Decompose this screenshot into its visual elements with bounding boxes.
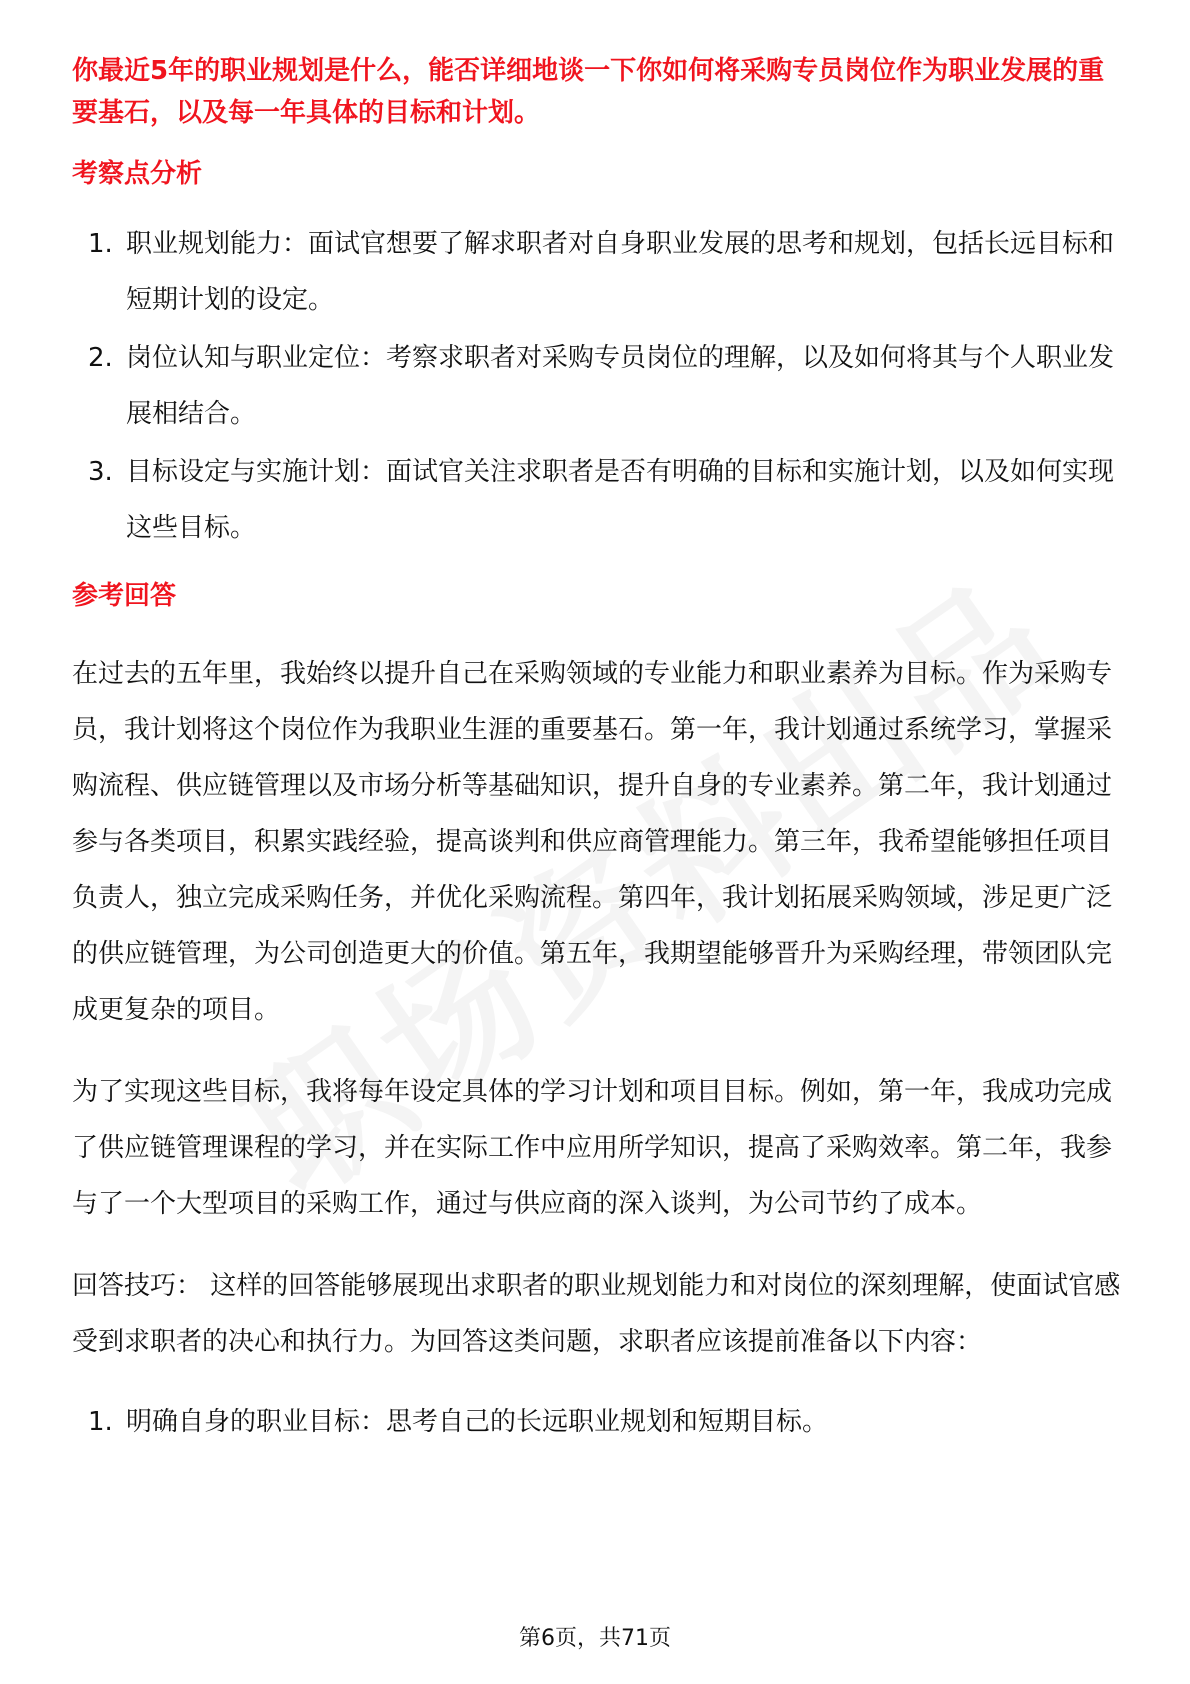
reference-paragraph-2: 为了实现这些目标，我将每年设定具体的学习计划和项目目标。例如，第一年，我成功完成了供应链管理课程的学习，并在实际工作中应用所学知识，提高了采购效率。第二年，我参与了一个大型项目的采购工作，通过与供应商的深入谈判，为公司节约了成本。 (72, 1077, 1113, 1219)
list-number: 3. (88, 457, 113, 487)
reference-paragraph-1: 在过去的五年里，我始终以提升自己在采购领域的专业能力和职业素养为目标。作为采购专员，我计划将这个岗位作为我职业生涯的重要基石。第一年，我计划通过系统学习，掌握采购流程、供应链管理以及市场分析等基础知识，提升自身的专业素养。第二年，我计划通过参与各类项目，积累实践经验，提高谈判和供应商管理能力。第三年，我希望能够担任项目负责人，独立完成采购任务，并优化采购流程。第四年，我计划拓展采购领域，涉足更广泛的供应链管理，为公司创造更大的价值。第五年，我期望能够晋升为采购经理，带领团队完成更复杂的项目。 (72, 659, 1113, 1025)
list-item-text: 目标设定与实施计划：面试官关注求职者是否有明确的目标和实施计划，以及如何实现这些目标。 (126, 457, 1115, 543)
list-item (72, 444, 1122, 556)
page-number: 第6页，共71页 (519, 1626, 671, 1651)
list-number: 1. (88, 229, 113, 259)
list-item-text: 岗位认知与职业定位：考察求职者对采购专员岗位的理解，以及如何将其与个人职业发展相结合。 (126, 343, 1115, 429)
list-item-text: 明确自身的职业目标：思考自己的长远职业规划和短期目标。 (126, 1407, 829, 1437)
list-number: 2. (88, 343, 113, 373)
reference-heading: 参考回答 (72, 581, 177, 611)
document-body (72, 50, 1122, 1452)
analysis-list (72, 216, 1122, 556)
list-item (72, 1394, 1122, 1450)
tips-paragraph: 回答技巧： 这样的回答能够展现出求职者的职业规划能力和对岗位的深刻理解，使面试官感受到求职者的决心和执行力。为回答这类问题，求职者应该提前准备以下内容： (72, 1271, 1121, 1357)
list-number: 1. (88, 1407, 113, 1437)
analysis-heading: 考察点分析 (72, 159, 203, 189)
tips-list (72, 1394, 1122, 1450)
list-item (72, 216, 1122, 328)
list-item-text: 职业规划能力：面试官想要了解求职者对自身职业发展的思考和规划，包括长远目标和短期计划的设定。 (126, 229, 1115, 315)
list-item (72, 330, 1122, 442)
question-title: 你最近5年的职业规划是什么，能否详细地谈一下你如何将采购专员岗位作为职业发展的重要基石，以及每一年具体的目标和计划。 (72, 56, 1105, 128)
